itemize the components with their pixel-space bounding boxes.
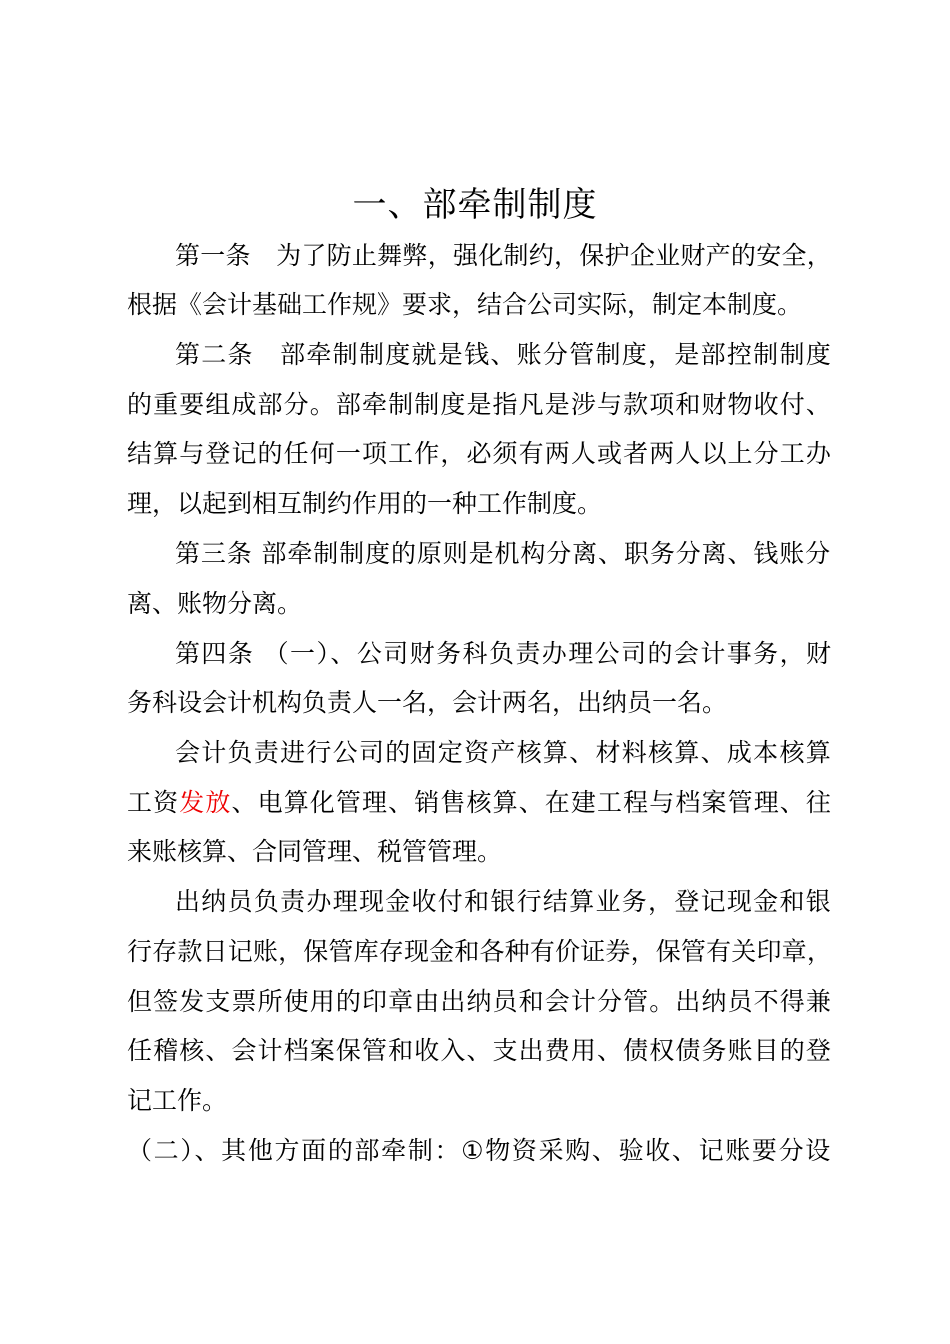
other-controls-line-1: （二）、其他方面的部牵制：①物资采购、验收、记账要分设	[127, 1136, 832, 1165]
document-title: 一、部牵制制度	[352, 185, 598, 225]
article-1-line-2: 根据《会计基础工作规》要求，结合公司实际，制定本制度。	[127, 290, 803, 319]
cashier-duties-line-1: 出纳员负责办理现金收付和银行结算业务，登记现金和银	[175, 887, 833, 916]
article-2-line-1: 第二条 部牵制制度就是钱、账分管制度，是部控制制度	[175, 340, 833, 369]
article-2-line-4: 理，以起到相互制约作用的一种工作制度。	[127, 489, 603, 518]
cashier-duties-line-5: 记工作。	[127, 1086, 228, 1115]
accountant-duties-line-3: 来账核算、合同管理、税管管理。	[127, 837, 503, 866]
cashier-duties-line-2: 行存款日记账，保管库存现金和各种有价证券，保管有关印章，	[127, 937, 833, 966]
article-4-line-1: 第四条 （一）、公司财务科负责办理公司的会计事务，财	[175, 639, 833, 668]
cashier-duties-line-3: 但签发支票所使用的印章由出纳员和会计分管。出纳员不得兼	[127, 987, 833, 1016]
line-text: 工资	[127, 788, 180, 817]
article-2-line-2: 的重要组成部分。部牵制制度是指凡是涉与款项和财物收付、	[127, 390, 833, 419]
article-4-line-2: 务科设会计机构负责人一名，会计两名，出纳员一名。	[127, 688, 728, 717]
cashier-duties-line-4: 任稽核、会计档案保管和收入、支出费用、债权债务账目的登	[127, 1036, 833, 1065]
article-1-line-1: 第一条 为了防止舞弊，强化制约，保护企业财产的安全，	[175, 241, 833, 270]
line-text: 、电算化管理、销售核算、在建工程与档案管理、往	[231, 788, 833, 817]
accountant-duties-line-1: 会计负责进行公司的固定资产核算、材料核算、成本核算	[175, 738, 833, 767]
article-3-line-2: 离、账物分离。	[127, 589, 303, 618]
accountant-duties-line-2	[127, 786, 832, 820]
highlighted-text: 发放	[179, 788, 232, 817]
article-2-line-3: 结算与登记的任何一项工作，必须有两人或者两人以上分工办	[127, 439, 833, 468]
article-3-line-1: 第三条 部牵制制度的原则是机构分离、职务分离、钱账分	[175, 539, 832, 568]
